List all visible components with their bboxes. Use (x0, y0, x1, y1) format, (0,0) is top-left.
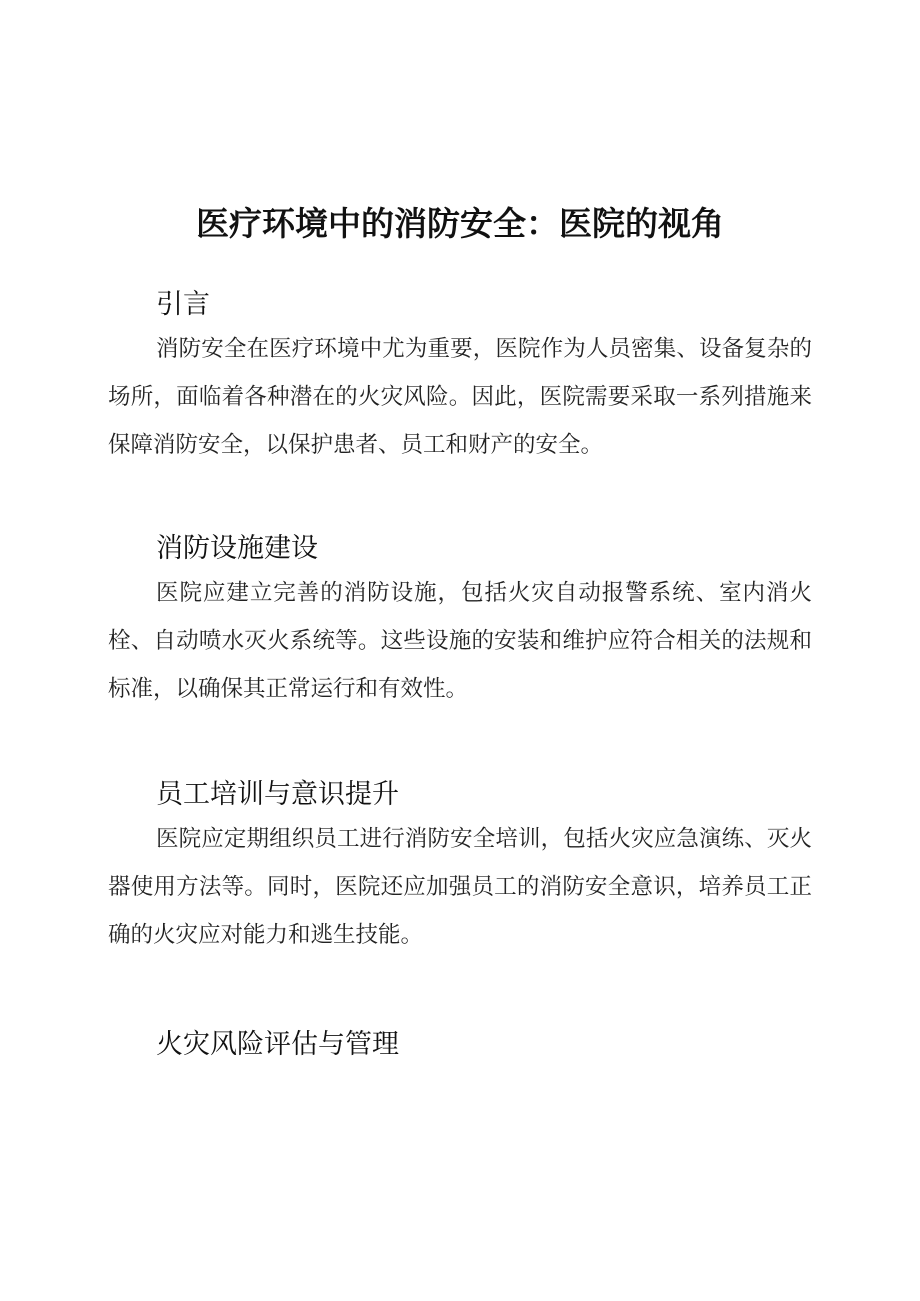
section-heading: 引言 (156, 289, 210, 320)
section-risk-assessment (108, 1025, 812, 1065)
section-paragraph: 医院应建立完善的消防设施，包括火灾自动报警系统、室内消火栓、自动喷水灭火系统等。这些设施的安装和维护应符合相关的法规和标准，以确保其正常运行和有效性。 (108, 580, 812, 702)
section-heading: 消防设施建设 (156, 533, 318, 564)
section-introduction (108, 285, 812, 469)
document-title: 医疗环境中的消防安全：医院的视角 (196, 204, 724, 244)
section-heading: 火灾风险评估与管理 (156, 1029, 399, 1060)
section-staff-training (108, 775, 812, 959)
section-paragraph: 医院应定期组织员工进行消防安全培训，包括火灾应急演练、灭火器使用方法等。同时，医院还应加强员工的消防安全意识，培养员工正确的火灾应对能力和逃生技能。 (108, 826, 812, 948)
section-heading: 员工培训与意识提升 (156, 779, 399, 810)
section-paragraph: 消防安全在医疗环境中尤为重要，医院作为人员密集、设备复杂的场所，面临着各种潜在的火灾风险。因此，医院需要采取一系列措施来保障消防安全，以保护患者、员工和财产的安全。 (108, 336, 812, 458)
section-fire-facilities (108, 529, 812, 713)
